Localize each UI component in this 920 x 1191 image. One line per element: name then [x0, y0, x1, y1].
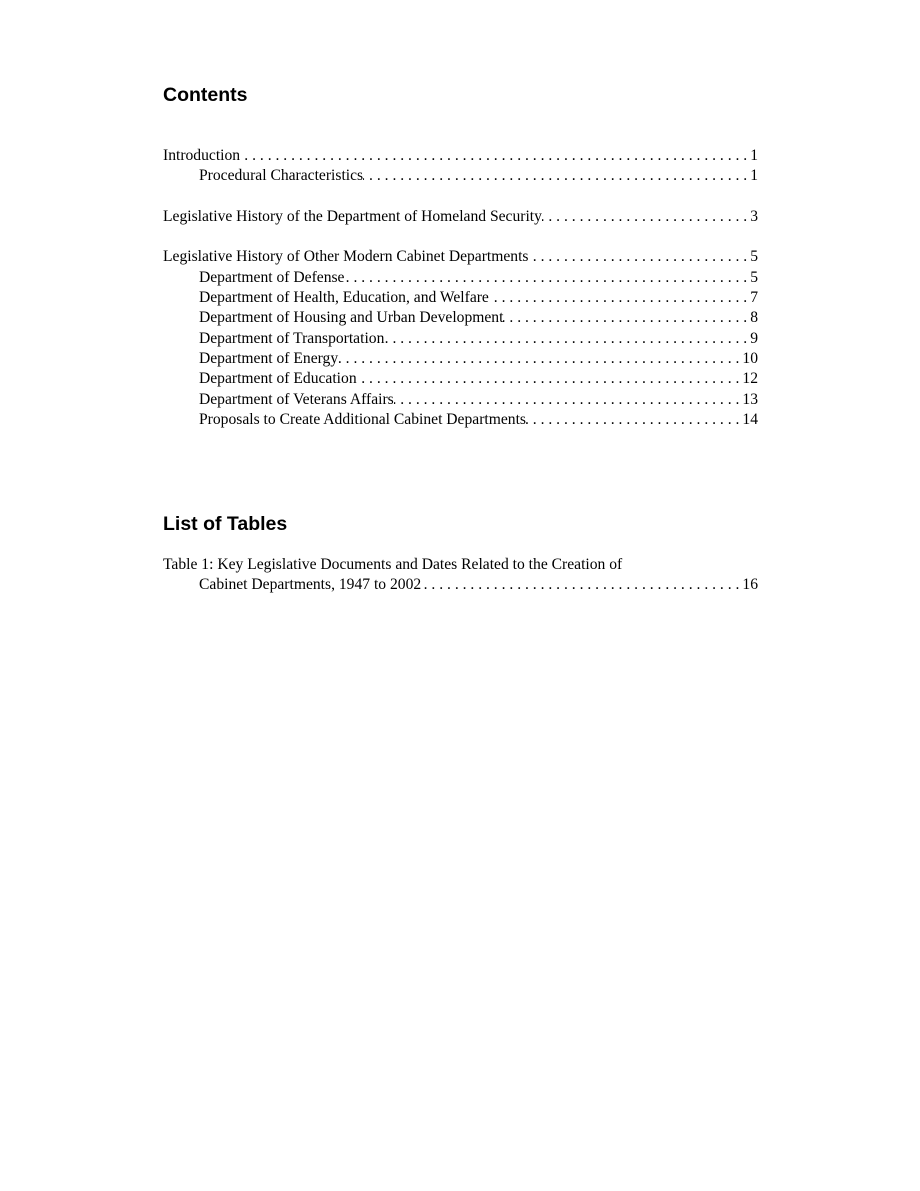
toc-entry-label: Department of Health, Education, and Welfare	[199, 289, 489, 307]
contents-heading: Contents	[163, 84, 248, 106]
toc-entry-page: 5	[750, 248, 758, 266]
toc-entry-page: 14	[742, 410, 758, 428]
toc-entry-label: Department of Veterans Affairs	[199, 390, 394, 408]
toc-entry-page: 8	[750, 309, 758, 327]
leader-dots	[503, 308, 750, 328]
leader-dots	[529, 247, 751, 267]
toc-entry-page: 12	[742, 370, 758, 388]
leader-dots	[394, 390, 743, 410]
list-of-tables-heading: List of Tables	[163, 513, 288, 535]
toc-entry-label: Legislative History of the Department of Homeland Security	[163, 207, 542, 225]
leader-dots	[489, 288, 750, 308]
toc-entry-label: Proposals to Create Additional Cabinet Departments	[199, 410, 526, 428]
table-entry-label-continued: Cabinet Departments, 1947 to 2002	[199, 576, 422, 594]
toc-entry-label: Legislative History of Other Modern Cabinet Departments	[163, 248, 529, 266]
toc-entry-label: Department of Education	[199, 370, 357, 388]
leader-dots	[542, 207, 750, 227]
toc-entry[interactable]	[163, 410, 758, 430]
toc-entry[interactable]	[163, 308, 758, 328]
leader-dots	[421, 575, 742, 595]
toc-entry-page: 5	[750, 268, 758, 286]
toc-entry-page: 9	[750, 329, 758, 347]
leader-dots	[338, 349, 742, 369]
toc-entry-page: 13	[742, 390, 758, 408]
table-entry-line-1[interactable]	[163, 555, 758, 575]
table-entry-line-2[interactable]	[163, 575, 758, 595]
leader-dots	[240, 146, 750, 166]
leader-dots	[384, 329, 750, 349]
toc-entry-page: 10	[742, 349, 758, 367]
toc-entry-page: 3	[750, 207, 758, 225]
toc-entry[interactable]	[163, 268, 758, 288]
toc-entry[interactable]	[163, 247, 758, 267]
toc-entry-label: Department of Housing and Urban Development	[199, 309, 504, 327]
toc-entry[interactable]	[163, 288, 758, 308]
toc-entry[interactable]	[163, 329, 758, 349]
toc-entry-label: Department of Energy	[199, 349, 339, 367]
toc-entry-label: Introduction	[163, 147, 241, 164]
toc-entry[interactable]	[163, 369, 758, 389]
leader-dots	[363, 166, 750, 186]
toc-entry-label: Department of Transportation	[199, 329, 385, 347]
toc-entry-label: Department of Defense	[199, 268, 345, 286]
table-entry-page: 16	[742, 576, 758, 594]
toc-entry[interactable]	[163, 390, 758, 410]
contents-list	[163, 146, 758, 430]
toc-entry[interactable]	[163, 146, 758, 166]
toc-entry[interactable]	[163, 166, 758, 186]
toc-entry-page: 7	[750, 289, 758, 307]
toc-entry[interactable]	[163, 349, 758, 369]
toc-entry-label: Procedural Characteristics	[199, 167, 364, 185]
toc-entry-page: 1	[750, 167, 758, 185]
leader-dots	[344, 268, 750, 288]
table-entry-label: Table 1: Key Legislative Documents and Dates Related to the Creation of	[163, 556, 623, 573]
leader-dots	[357, 369, 743, 389]
toc-entry-page: 1	[750, 147, 758, 164]
leader-dots	[526, 410, 742, 430]
list-of-tables	[163, 555, 758, 596]
toc-entry[interactable]	[163, 207, 758, 227]
